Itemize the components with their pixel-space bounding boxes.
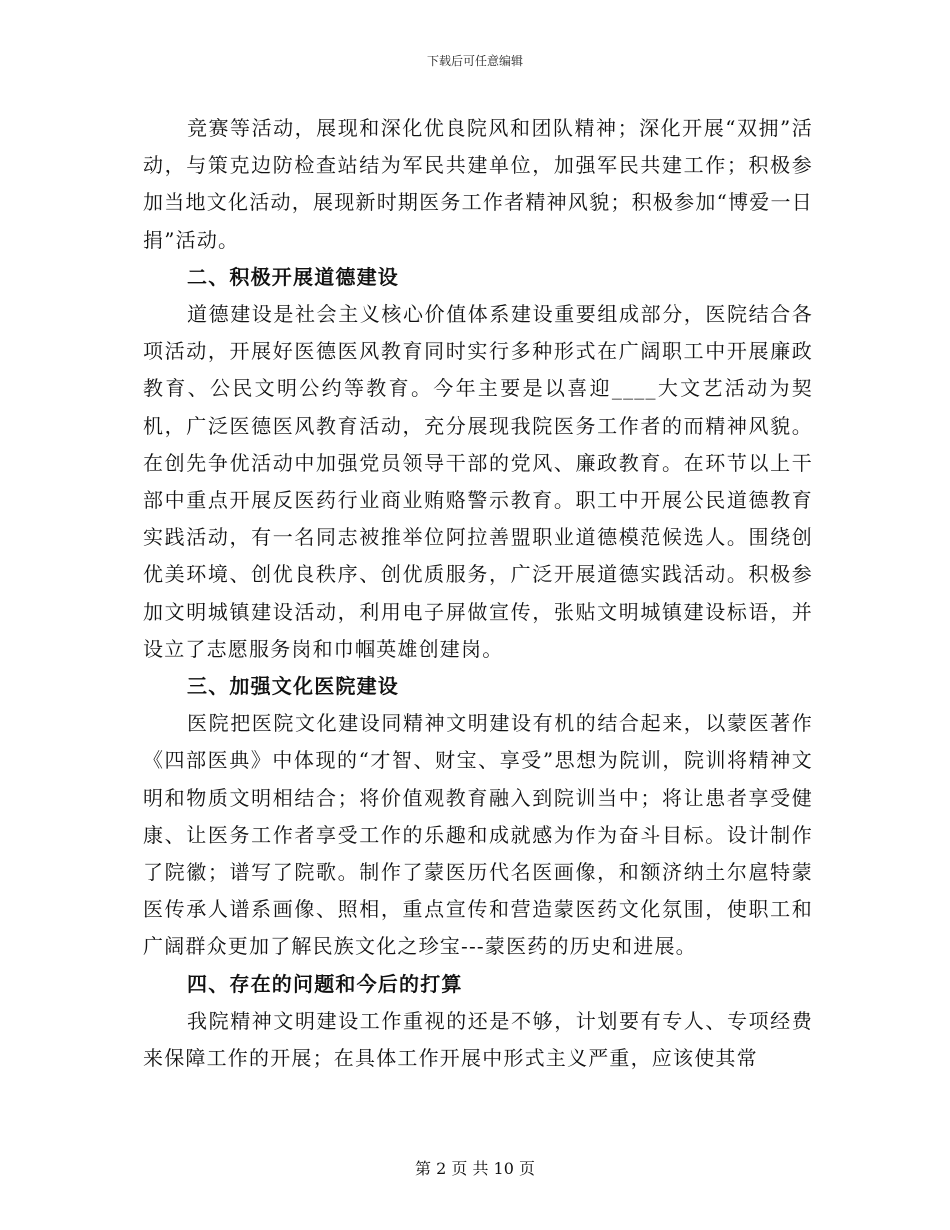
- heading-section-2: 二、积极开展道德建设: [187, 264, 399, 289]
- page-header: 下载后可任意编辑: [426, 54, 523, 68]
- heading-section-4: 四、存在的问题和今后的打算: [187, 971, 463, 996]
- paragraph-intro: 竞赛等活动，展现和深化优良院风和团队精神；深化开展“双拥”活动，与策克边防检查站结为军民共建单位，加强军民共建工作；积极参加当地文化活动，展现新时期医务工作者精神风貌；积极参加“博爱一日捐”活动。: [143, 116, 813, 252]
- paragraph-section-3: 医院把医院文化建设同精神文明建设有机的结合起来，以蒙医著作《四部医典》中体现的“才智、财宝、享受”思想为院训，院训将精神文明和物质文明相结合；将价值观教育融入到院训当中；将让患者享受健康、让医务工作者享受工作的乐趣和成就感为作为奋斗目标。设计制作了院徽；谱写了院歌。制作了蒙医历代名医画像，和额济纳土尔扈特蒙医传承人谱系画像、照相，重点宣传和营造蒙医药文化氛围，使职工和广阔群众更加了解民族文化之珍宝---蒙医药的历史和进展。: [143, 711, 813, 959]
- paragraph-section-2: 道德建设是社会主义核心价值体系建设重要组成部分，医院结合各项活动，开展好医德医风教育同时实行多种形式在广阔职工中开展廉政教育、公民文明公约等教育。今年主要是以喜迎____大文艺活动为契机，广泛医德医风教育活动，充分展现我院医务工作者的而精神风貌。在创先争优活动中加强党员领导干部的党风、廉政教育。在环节以上干部中重点开展反医药行业商业贿赂警示教育。职工中开展公民道德教育实践活动，有一名同志被推举位阿拉善盟职业道德模范候选人。围绕创优美环境、创优良秩序、创优质服务，广泛开展道德实践活动。积极参加文明城镇建设活动，利用电子屏做宣传，张贴文明城镇建设标语，并设立了志愿服务岗和巾帼英雄创建岗。: [143, 302, 813, 661]
- paragraph-section-4: 我院精神文明建设工作重视的还是不够，计划要有专人、专项经费来保障工作的开展；在具体工作开展中形式主义严重，应该使其常: [143, 1008, 813, 1071]
- page-footer: 第 2 页 共 10 页: [415, 1159, 535, 1178]
- document-body: [143, 110, 813, 1077]
- heading-section-3: 三、加强文化医院建设: [187, 674, 399, 699]
